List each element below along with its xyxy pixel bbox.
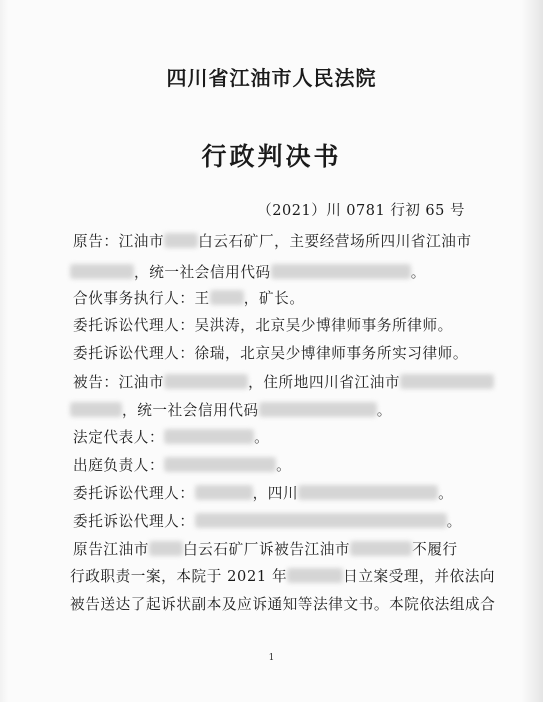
redacted-text — [164, 429, 254, 444]
partner-role: ，矿长。 — [243, 290, 305, 307]
scan-shadow-left — [0, 0, 8, 702]
punctuation: 。 — [254, 429, 270, 446]
redacted-text — [164, 457, 276, 472]
punctuation: 。 — [446, 513, 462, 530]
plaintiff-line-1 — [73, 232, 472, 252]
redacted-text — [70, 264, 134, 279]
body-text: 日立案受理，并依法向 — [343, 568, 496, 585]
defendant-line-2 — [70, 401, 392, 421]
page-number: 1 — [268, 653, 275, 663]
body-text: 行政职责一案，本院于 2021 年 — [70, 568, 288, 585]
redacted-text — [210, 290, 244, 305]
punctuation: 。 — [438, 485, 454, 502]
body-line-3: 被告送达了起诉状副本及应诉通知等法律文书。本院依法组成合 — [70, 596, 496, 613]
defendant-credit-label: ，统一社会信用代码 — [122, 402, 259, 419]
plaintiff-agent-2: 委托诉讼代理人：徐瑞，北京吴少博律师事务所实习律师。 — [73, 345, 469, 362]
redacted-text — [271, 264, 411, 279]
defendant-line-1 — [73, 373, 494, 393]
defendant-agent-1 — [73, 484, 453, 504]
plaintiff-desc: 白云石矿厂，主要经营场所四川省江油市 — [198, 233, 472, 250]
redacted-text — [195, 513, 447, 528]
redacted-text — [70, 402, 122, 417]
legal-representative-line — [73, 428, 269, 448]
agent-label: 委托诉讼代理人： — [73, 513, 195, 530]
court-name: 四川省江油市人民法院 — [166, 66, 377, 90]
defendant-agent-2 — [73, 512, 462, 532]
court-responsible-line — [73, 456, 291, 476]
scan-shadow-right — [521, 0, 543, 702]
redacted-text — [195, 485, 253, 500]
punctuation: 。 — [410, 264, 426, 281]
partner-line — [73, 289, 305, 309]
defendant-address-label: ，住所地四川省江油市 — [248, 374, 401, 391]
body-text: 原告江油市 — [73, 541, 149, 558]
plaintiff-credit-label: ，统一社会信用代码 — [134, 264, 271, 281]
punctuation: 。 — [276, 457, 292, 474]
redacted-text — [149, 541, 183, 556]
document-title: 行政判决书 — [201, 142, 342, 171]
punctuation: 。 — [376, 402, 392, 419]
redacted-text — [400, 374, 494, 389]
redacted-text — [164, 374, 248, 389]
redacted-text — [164, 233, 198, 248]
redacted-text — [350, 541, 412, 556]
plaintiff-line-2 — [70, 263, 426, 283]
agent-org-prefix: ，四川 — [252, 485, 299, 502]
defendant-label: 被告：江油市 — [73, 374, 165, 391]
legal-representative-label: 法定代表人： — [73, 429, 165, 446]
partner-label: 合伙事务执行人：王 — [73, 290, 210, 307]
plaintiff-label: 原告：江油市 — [73, 233, 165, 250]
redacted-text — [287, 568, 343, 583]
body-text: 白云石矿厂诉被告江油市 — [182, 541, 351, 558]
body-line-2 — [70, 567, 495, 587]
redacted-text — [259, 402, 377, 417]
court-responsible-label: 出庭负责人： — [73, 457, 165, 474]
body-text: 不履行 — [412, 541, 458, 558]
body-line-1 — [73, 540, 458, 560]
agent-label: 委托诉讼代理人： — [73, 485, 195, 502]
case-number: （2021）川 0781 行初 65 号 — [257, 203, 465, 219]
plaintiff-agent-1: 委托诉讼代理人：吴洪涛，北京吴少博律师事务所律师。 — [73, 317, 453, 334]
redacted-text — [298, 485, 438, 500]
